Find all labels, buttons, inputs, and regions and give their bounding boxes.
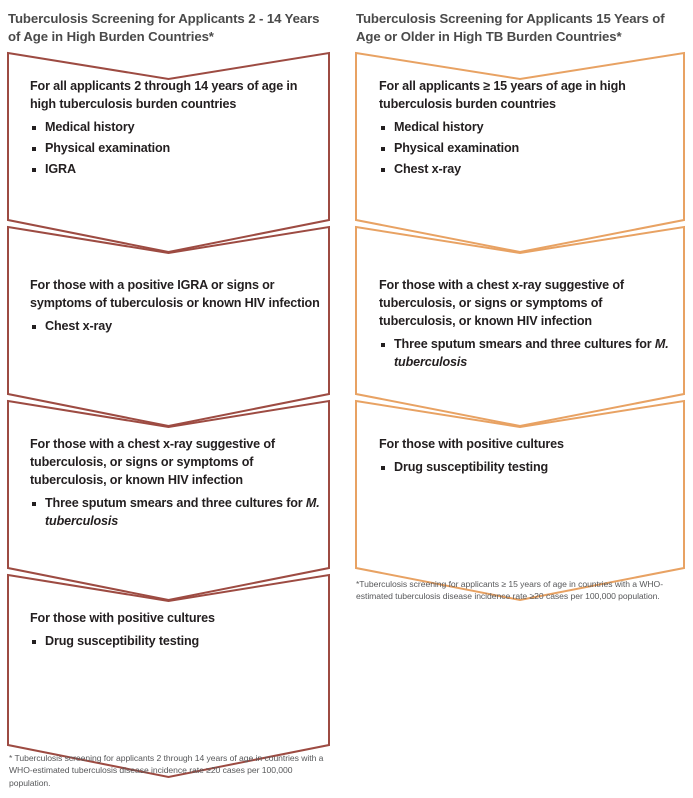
flow-step-body xyxy=(347,78,693,178)
flow-step-heading: For those with positive cultures xyxy=(379,437,564,451)
species-name: M. tuberculosis xyxy=(394,336,669,369)
flow-step-body xyxy=(0,436,346,530)
flow-step-list xyxy=(30,318,322,336)
flow-step-heading: For all applicants ≥ 15 years of age in high tuberculosis burden countries xyxy=(379,79,626,111)
flow-step-list xyxy=(30,495,322,531)
column-right-footnote: *Tuberculosis screening for applicants ≥ 15 years of age in countries with a WHO-estimated tuberculosis disease incidence rate ≥20 cases per 100,000 population. xyxy=(356,579,664,602)
flow-step-right-1 xyxy=(347,53,693,252)
flow-step-body xyxy=(347,436,693,477)
flow-step-list xyxy=(30,633,322,651)
flow-step-heading: For those with a chest x-ray suggestive of tuberculosis, or signs or symptoms of tuberculosis, or known HIV infection xyxy=(379,278,624,328)
flow-step-left-3 xyxy=(0,401,346,600)
flow-step-left-4 xyxy=(0,575,346,777)
flow-step-left-1 xyxy=(0,53,346,252)
chevron-outline-icon xyxy=(347,401,693,600)
column-left xyxy=(0,0,346,798)
list-item: Physical examination xyxy=(379,140,673,158)
flow-step-body xyxy=(0,78,346,178)
flow-step-body xyxy=(347,277,693,371)
list-item: Medical history xyxy=(30,119,322,137)
flow-step-right-3 xyxy=(347,401,693,600)
list-item: Three sputum smears and three cultures for M. tuberculosis xyxy=(30,495,322,531)
column-left-title: Tuberculosis Screening for Applicants 2 - 14 Years of Age in High Burden Countries* xyxy=(8,11,320,45)
list-item: Chest x-ray xyxy=(30,318,322,336)
list-item: Drug susceptibility testing xyxy=(379,459,673,477)
column-right-title: Tuberculosis Screening for Applicants 15 Years of Age or Older in High TB Burden Countries* xyxy=(356,11,665,45)
flow-step-list xyxy=(379,459,673,477)
list-item: Physical examination xyxy=(30,140,322,158)
list-item: Medical history xyxy=(379,119,673,137)
chevron-outline-icon xyxy=(0,575,346,777)
flow-step-left-2 xyxy=(0,227,346,426)
column-right xyxy=(347,0,693,798)
flow-step-list xyxy=(379,119,673,179)
species-name: M. tuberculosis xyxy=(45,495,320,528)
flow-step-heading: For those with positive cultures xyxy=(30,611,215,625)
flow-step-list xyxy=(379,336,673,372)
list-item: Three sputum smears and three cultures for M. tuberculosis xyxy=(379,336,673,372)
column-right-flow xyxy=(347,0,693,798)
flow-step-list xyxy=(30,119,322,179)
list-item: Chest x-ray xyxy=(379,161,673,179)
column-left-flow xyxy=(0,0,346,798)
flow-step-body xyxy=(0,277,346,336)
flow-step-heading: For those with a chest x-ray suggestive of tuberculosis, or signs or symptoms of tuberculosis, or known HIV infection xyxy=(30,437,275,487)
list-item: Drug susceptibility testing xyxy=(30,633,322,651)
flow-step-right-2 xyxy=(347,227,693,426)
list-item: IGRA xyxy=(30,161,322,179)
flow-step-body xyxy=(0,610,346,651)
flow-step-heading: For those with a positive IGRA or signs or symptoms of tuberculosis or known HIV infection xyxy=(30,278,320,310)
column-left-footnote: * Tuberculosis screening for applicants 2 through 14 years of age in countries with a WHO-estimated tuberculosis disease incidence rate ≥20 cases per 100,000 population. xyxy=(9,753,324,788)
flow-step-heading: For all applicants 2 through 14 years of age in high tuberculosis burden countries xyxy=(30,79,298,111)
